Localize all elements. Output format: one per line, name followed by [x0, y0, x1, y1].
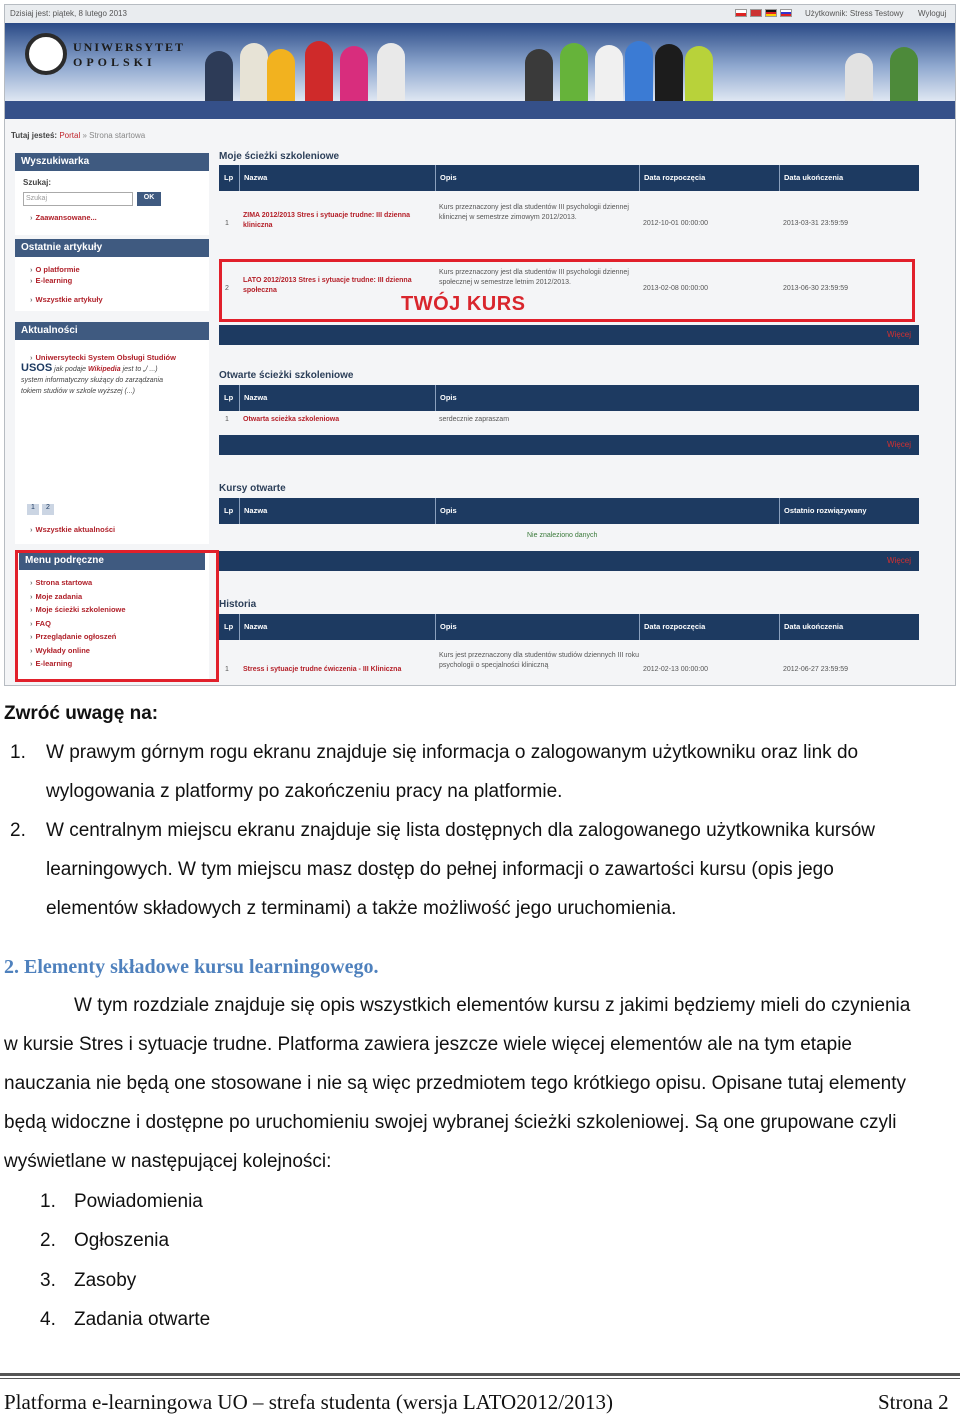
footer-title: Platforma e-learningowa UO – strefa studenta (wersja LATO2012/2013)	[4, 1390, 614, 1414]
paragraph-line-5: wyświetlane w następującej kolejności:	[4, 1151, 332, 1172]
search-title: Wyszukiwarka	[15, 153, 209, 171]
news-item-link[interactable]: › Uniwersytecki System Obsługi Studiów	[15, 352, 209, 363]
student-figure	[625, 41, 653, 101]
col-divider	[639, 614, 640, 640]
row-name-link[interactable]: Stress i sytuacje trudne ćwiczenia - III Kliniczna	[243, 666, 402, 673]
menu-item-elearning[interactable]: › E-learning	[15, 657, 209, 671]
col-divider	[239, 498, 240, 524]
header-banner	[5, 23, 955, 101]
banner-base	[5, 101, 955, 119]
breadcrumb-label: Tutaj jesteś:	[11, 131, 58, 140]
row-lp: 2	[225, 285, 229, 292]
news-excerpt	[15, 363, 209, 397]
student-figure	[525, 49, 553, 101]
col-lp[interactable]: Lp	[224, 173, 234, 182]
student-figure	[685, 46, 713, 101]
col-divider	[779, 165, 780, 191]
paragraph-line-2: w kursie Stres i sytuacje trudne. Platforma zawiera jeszcze wiele więcej elementów ale na tym etapie	[4, 1034, 852, 1055]
section-heading: 2. Elementy składowe kursu learningowego.	[4, 956, 379, 978]
col-end[interactable]: Data ukończenia	[784, 622, 844, 631]
history-title: Historia	[219, 599, 257, 610]
flag-gb-icon[interactable]	[750, 9, 762, 17]
list-item-num: 4.	[40, 1309, 56, 1330]
open-paths-header	[219, 385, 919, 411]
col-desc[interactable]: Opis	[440, 622, 457, 631]
note-num-2: 2.	[10, 820, 26, 841]
open-paths-footer	[219, 435, 919, 455]
search-box	[15, 153, 209, 235]
student-figure	[240, 43, 268, 101]
news-text-2: jest to „/ ...)	[122, 366, 158, 373]
list-item-num: 2.	[40, 1230, 56, 1251]
history-header	[219, 614, 919, 640]
row-start: 2012-02-13 00:00:00	[643, 666, 708, 673]
page-number: Strona 2	[878, 1390, 949, 1414]
flag-de-icon[interactable]	[765, 9, 777, 17]
my-paths-footer	[219, 325, 919, 345]
col-name[interactable]: Nazwa	[244, 393, 268, 402]
col-divider	[435, 385, 436, 411]
note-1-line-1: W prawym górnym rogu ekranu znajduje się informacja o zalogowanym użytkowniku oraz link do	[46, 742, 859, 763]
news-text-4: tokiem studiów w szkole wyższej (...)	[21, 388, 135, 395]
list-item: Zadania otwarte	[74, 1309, 211, 1330]
student-figure	[377, 43, 405, 101]
article-link[interactable]: › E-learning	[15, 275, 209, 286]
your-course-annotation: TWÓJ KURS	[401, 293, 526, 315]
menu-item-faq[interactable]: › FAQ	[15, 617, 209, 631]
row-start: 2013-02-08 00:00:00	[643, 285, 708, 292]
footer-rule-thin	[0, 1378, 960, 1379]
row-lp: 1	[225, 220, 229, 227]
news-pagination	[27, 504, 54, 515]
row-end: 2013-06-30 23:59:59	[783, 285, 848, 292]
article-link[interactable]: › Wszystkie artykuły	[15, 294, 209, 305]
student-figure	[340, 46, 368, 101]
col-lp[interactable]: Lp	[224, 506, 234, 515]
student-figure	[560, 43, 588, 101]
student-figure	[655, 44, 683, 101]
col-divider	[435, 498, 436, 524]
col-divider	[639, 165, 640, 191]
page-1-button[interactable]: 1	[27, 504, 39, 515]
row-lp: 1	[225, 666, 229, 673]
news-box	[15, 322, 209, 544]
empty-message: Nie znaleziono danych	[527, 532, 598, 539]
university-logo-icon[interactable]	[25, 33, 67, 75]
student-figure	[205, 51, 233, 101]
more-link[interactable]: Więcej	[886, 440, 911, 449]
search-input[interactable]: Szukaj	[23, 192, 133, 206]
paragraph-line-3: nauczania nie będą one stosowane i nie są więc przedmiotem tego krótkiego opisu. Opisane tutaj elementy	[4, 1073, 906, 1094]
my-paths-header	[219, 165, 919, 191]
article-link[interactable]: › O platformie	[15, 264, 209, 275]
col-lp[interactable]: Lp	[224, 622, 234, 631]
flag-pl-icon[interactable]	[735, 9, 747, 17]
row-name-link[interactable]: LATO 2012/2013 Stres i sytuacje trudne: III dzienna społeczna	[243, 277, 412, 294]
wikipedia-link[interactable]: Wikipedia	[88, 366, 121, 373]
note-num-1: 1.	[10, 742, 26, 763]
col-divider	[779, 498, 780, 524]
list-item: Powiadomienia	[74, 1191, 203, 1212]
col-divider	[239, 165, 240, 191]
row-desc: Kurs przeznaczony jest dla studentów III psychologii dziennej klinicznej w semestrze zimowym 2012/2013.	[439, 204, 629, 221]
more-link[interactable]: Więcej	[886, 330, 911, 339]
col-desc[interactable]: Opis	[440, 393, 457, 402]
more-link[interactable]: Więcej	[886, 556, 911, 565]
col-name[interactable]: Nazwa	[244, 506, 268, 515]
note-2-line-1: W centralnym miejscu ekranu znajduje się lista dostępnych dla zalogowanego użytkownika kursów	[46, 820, 876, 841]
paragraph-line-4: będą widoczne i dostępne po uruchomieniu swojej wybranej ścieżki szkoleniowej. Są one grupowane czyli	[4, 1112, 897, 1133]
menu-item-announcements[interactable]: › Przeglądanie ogłoszeń	[15, 630, 209, 644]
usos-label: USOS	[21, 362, 53, 374]
page-2-button[interactable]: 2	[42, 504, 54, 515]
col-lp[interactable]: Lp	[224, 393, 234, 402]
current-date: Dzisiaj jest: piątek, 8 lutego 2013	[10, 9, 127, 18]
note-1-line-2: wylogowania z platformy po zakończeniu pracy na platformie.	[46, 781, 563, 802]
col-end[interactable]: Data ukończenia	[784, 173, 844, 182]
row-lp: 1	[225, 416, 229, 423]
open-courses-footer	[219, 551, 919, 571]
col-start[interactable]: Data rozpoczęcia	[644, 173, 706, 182]
flag-ru-icon[interactable]	[780, 9, 792, 17]
menu-item-home[interactable]: › Strona startowa	[15, 576, 209, 590]
quick-menu-title: Menu podręczne	[19, 552, 205, 570]
quick-menu-highlight	[15, 550, 219, 682]
paragraph-line-1: W tym rozdziale znajduje się opis wszystkich elementów kursu z jakimi będziemy mieli do czynienia	[74, 995, 911, 1016]
search-ok-button[interactable]: OK	[137, 192, 161, 206]
row-desc: Kurs przeznaczony jest dla studentów III psychologii dziennej społecznej w semestrze letnim 2012/2013.	[439, 269, 629, 286]
search-label: Szukaj:	[23, 178, 52, 187]
advanced-search-link[interactable]: › Zaawansowane...	[15, 212, 97, 223]
row-end: 2012-06-27 23:59:59	[783, 666, 848, 673]
top-strip	[5, 5, 955, 23]
col-divider	[239, 614, 240, 640]
breadcrumb-current: » Strona startowa	[82, 131, 146, 140]
student-figure	[890, 47, 918, 101]
student-figure	[267, 49, 295, 101]
list-item: Ogłoszenia	[74, 1230, 170, 1251]
row-desc: serdecznie zapraszam	[439, 416, 510, 423]
list-item: Zasoby	[74, 1270, 137, 1291]
articles-box	[15, 239, 209, 311]
menu-item-paths[interactable]: › Moje ścieżki szkoleniowe	[15, 603, 209, 617]
open-courses-header	[219, 498, 919, 524]
col-start[interactable]: Data rozpoczęcia	[644, 622, 706, 631]
news-text-1: jak podaje	[54, 366, 87, 373]
logout-link[interactable]: Wyloguj	[918, 9, 947, 18]
note-2-line-2: learningowych. W tym miejscu masz dostęp do pełnej informacji o zawartości kursu (opis jego	[46, 859, 834, 880]
all-news-link[interactable]: › Wszystkie aktualności	[15, 524, 115, 535]
your-course-highlight	[219, 259, 915, 322]
note-title: Zwróć uwagę na:	[4, 703, 159, 724]
footer-rule	[0, 1373, 960, 1376]
language-flags[interactable]	[735, 9, 792, 17]
university-name	[73, 41, 185, 68]
row-end: 2013-03-31 23:59:59	[783, 220, 848, 227]
student-figure	[845, 53, 873, 101]
list-item-num: 1.	[40, 1191, 56, 1212]
university-name-line1: UNIWERSYTET	[73, 40, 186, 54]
open-paths-title: Otwarte ścieżki szkoleniowe	[219, 370, 354, 381]
col-name[interactable]: Nazwa	[244, 173, 268, 182]
list-item-num: 3.	[40, 1270, 56, 1291]
note-2-line-3: elementów składowych z terminami) a także możliwość jego uruchomienia.	[46, 898, 677, 919]
my-paths-title: Moje ścieżki szkoleniowe	[219, 151, 340, 162]
student-figure	[595, 45, 623, 101]
col-divider	[435, 614, 436, 640]
col-divider	[239, 385, 240, 411]
news-text-3: system informatyczny służący do zarządzania	[21, 377, 163, 384]
col-desc[interactable]: Opis	[440, 506, 457, 515]
logged-user: Użytkownik: Stress Testowy	[805, 9, 904, 18]
col-last-solved[interactable]: Ostatnio rozwiązywany	[784, 506, 867, 515]
news-title: Aktualności	[15, 322, 209, 340]
platform-screenshot	[4, 4, 956, 686]
menu-item-lectures[interactable]: › Wykłady online	[15, 644, 209, 658]
university-name-line2: OPOLSKI	[73, 55, 156, 69]
breadcrumb-portal-link[interactable]: Portal	[59, 131, 81, 140]
col-divider	[779, 614, 780, 640]
breadcrumb	[11, 131, 145, 140]
col-desc[interactable]: Opis	[440, 173, 457, 182]
row-desc: Kurs jest przeznaczony dla studentów studiów dziennych III roku psychologii o specjalności kliniczną	[439, 652, 639, 669]
row-start: 2012-10-01 00:00:00	[643, 220, 708, 227]
menu-item-tasks[interactable]: › Moje zadania	[15, 590, 209, 604]
col-name[interactable]: Nazwa	[244, 622, 268, 631]
row-name-link[interactable]: ZIMA 2012/2013 Stres i sytuacje trudne: III dzienna kliniczna	[243, 212, 411, 229]
row-name-link[interactable]: Otwarta scieżka szkoleniowa	[243, 416, 340, 423]
articles-title: Ostatnie artykuły	[15, 239, 209, 257]
student-figure	[305, 41, 333, 101]
open-courses-title: Kursy otwarte	[219, 483, 286, 494]
col-divider	[435, 165, 436, 191]
